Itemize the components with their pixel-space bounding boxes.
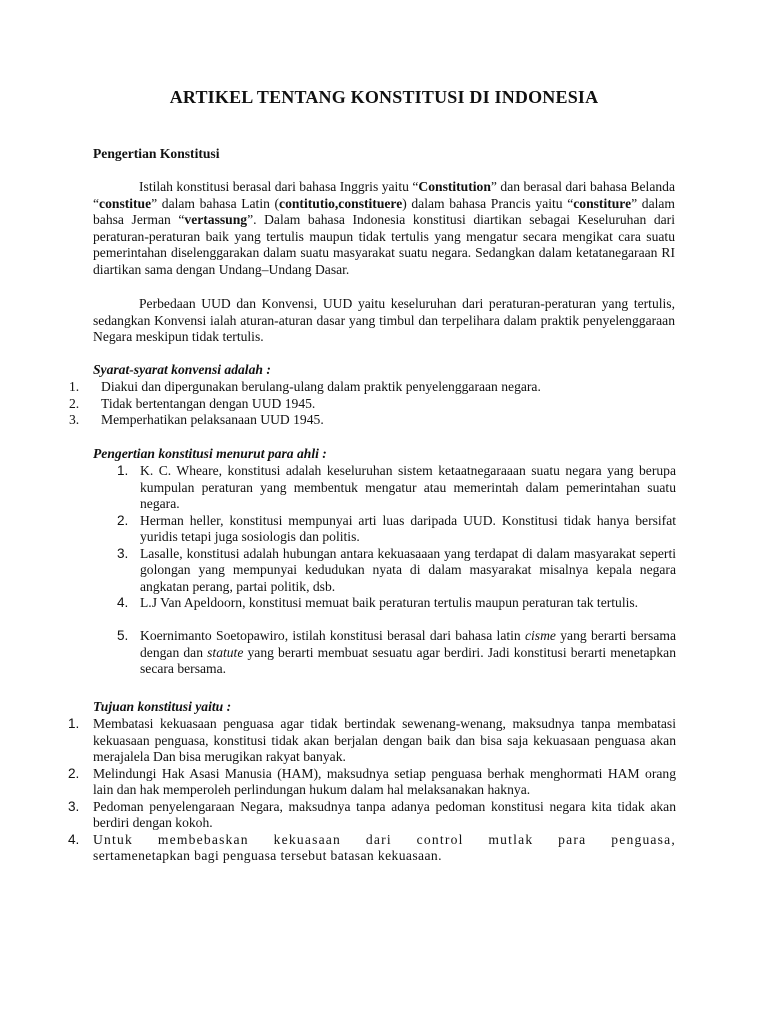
list-item (0, 546, 676, 596)
list-item (0, 628, 676, 678)
list-text: L.J Van Apeldoorn, konstitusi memuat baik peraturan tertulis maupun peraturan tak tertulis. (140, 595, 639, 610)
list-text: Lasalle, konstitusi adalah hubungan antara kekuasaaan yang terdapat di dalam masyarakat seperti golongan yang mempunyai kedudukan nyata di dalam masyarakat misalnya kepala negara angkatan perang, partai politik, dsb. (140, 545, 676, 594)
list-text: Tidak bertentangan dengan UUD 1945. (101, 395, 316, 411)
list-item (0, 766, 676, 799)
list-item (0, 832, 676, 865)
list-number: 1. (68, 716, 80, 731)
paragraph-perbedaan: Perbedaan UUD dan Konvensi, UUD yaitu keseluruhan dari peraturan-peraturan yang tertulis, sedangkan Konvensi ialah aturan-aturan dasar yang timbul dan terpelihara dalam praktik penyelenggaraan Negara meskipun tidak tertulis. (93, 296, 675, 344)
list-text: Membatasi kekuasaan penguasa agar tidak bertindak sewenang-wenang, maksudnya tanpa membatasi kekuasaan penguasa, konstitusi tidak akan berjalan dengan baik dan bisa saja kekuasaan penguasa akan merajalela Dan bisa merugikan rakyat banyak. (93, 716, 676, 764)
list-text: sertamenetapkan bagi penguasa tersebut batasan kekuasaan. (93, 848, 442, 863)
list-number: 2. (68, 765, 80, 781)
list-number: 2. (117, 512, 129, 528)
document-title: ARTIKEL TENTANG KONSTITUSI DI INDONESIA (169, 87, 599, 107)
list-text: Untuk membebaskan kekuasaan dari control mutlak para penguasa, (93, 831, 676, 847)
paragraph-istilah: Istilah konstitusi berasal dari bahasa Inggris yaitu “Constitution” dan berasal dari bahasa Belanda “constitue” dalam bahasa Latin (contitutio,constituere) dalam bahasa Prancis yaitu “constiture” dalam bahsa Jerman “vertassung”. Dalam bahasa Indonesia konstitusi diartikan sebagai Keseluruhan dari peraturan-peraturan baik yang tertulis maupun tidak tertulis yang mengatur secara mengikat cara suatu pemerintahan diselenggarakan dalam suatu masyarakat suatu negara. Sedangkan dalam ketatanegaraan RI diartikan sama dengan Undang–Undang Dasar. (93, 179, 675, 277)
list-text: Melindungi Hak Asasi Manusia (HAM), maksudnya setiap penguasa berhak menghormati HAM orang lain dan hak memperoleh perlindungan hukum dalam hal melaksanakan haknya. (93, 765, 676, 797)
list-number: 3. (69, 412, 80, 427)
list-number: 4. (117, 595, 129, 610)
list-text: Memperhatikan pelaksanaan UUD 1945. (101, 412, 324, 427)
list-text: Diakui dan dipergunakan berulang-ulang dalam praktik penyelenggaraan negara. (101, 379, 541, 394)
list-item (0, 396, 680, 413)
list-number: 1. (117, 463, 129, 478)
list-item (0, 595, 676, 628)
list-item (0, 463, 676, 513)
list-item (0, 799, 676, 832)
list-number: 1. (69, 379, 80, 394)
list-text: Koernimanto Soetopawiro, istilah konstitusi berasal dari bahasa latin cisme yang berarti bersama dengan dan statute yang berarti membuat sesuatu agar berdiri. Jadi konstitusi berarti menetapkan secara bersama. (140, 628, 676, 676)
list-number: 2. (69, 395, 80, 411)
list-text: Herman heller, konstitusi mempunyai arti luas daripada UUD. Konstitusi tidak hanya bersifat yuridis tetapi juga sosiologis dan politis. (140, 512, 676, 544)
list-number: 5. (117, 628, 129, 643)
list-item (0, 412, 680, 429)
section-heading-ahli: Pengertian konstitusi menurut para ahli : (93, 446, 327, 461)
list-number: 3. (68, 798, 80, 814)
section-heading-pengertian: Pengertian Konstitusi (93, 146, 220, 161)
syarat-list (0, 379, 680, 429)
list-item (0, 379, 680, 396)
list-item (0, 716, 676, 766)
list-number: 3. (117, 545, 129, 561)
list-text: Pedoman penyelengaraan Negara, maksudnya tanpa adanya pedoman konstitusi negara kita tidak akan berdiri dengan kokoh. (93, 798, 676, 830)
section-heading-tujuan: Tujuan konstitusi yaitu : (93, 699, 232, 714)
list-item (0, 513, 676, 546)
section-heading-syarat: Syarat-syarat konvensi adalah : (93, 362, 271, 377)
ahli-list (0, 463, 676, 678)
tujuan-list (0, 716, 676, 865)
list-text: K. C. Wheare, konstitusi adalah keseluruhan sistem ketaatnegaraaan suatu negara yang berupa kumpulan peraturan yang membentuk mengatur atau memerintah dalam pemerintahan suatu negara. (140, 463, 676, 511)
list-number: 4. (68, 831, 80, 847)
